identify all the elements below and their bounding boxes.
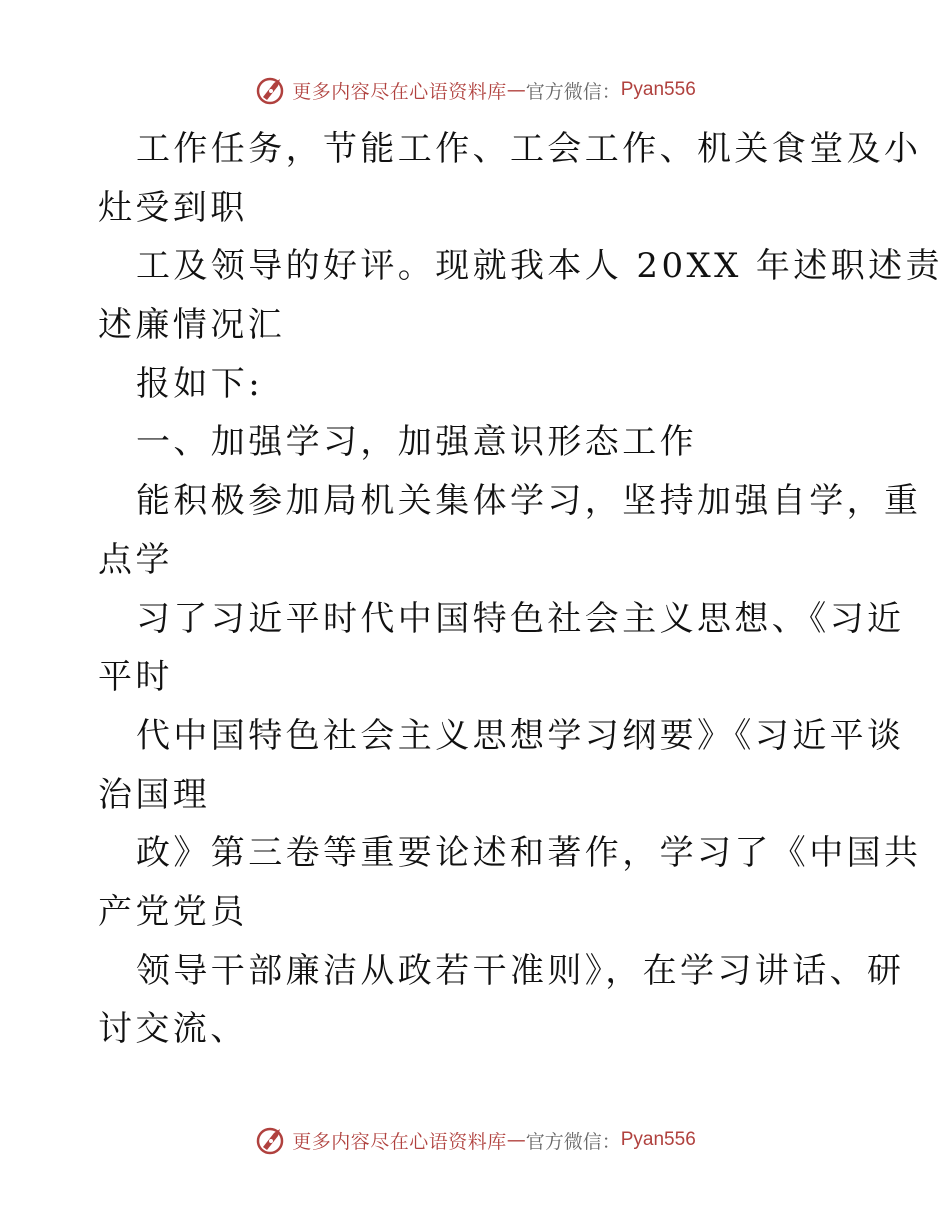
- text-line: 讨交流、: [98, 1009, 248, 1050]
- text-line: 工作任务，节能工作、工会工作、机关食堂及小: [136, 129, 922, 169]
- text-line: 政》第三卷等重要论述和著作，学习了《中国共: [136, 833, 922, 874]
- watermark-separator: —: [506, 79, 526, 101]
- text-line: 工及领导的好评。现就我本人 20XX 年述职述责: [136, 246, 943, 287]
- text-line: 一、加强学习，加强意识形态工作: [136, 422, 697, 463]
- text-line: 治国理: [98, 774, 211, 815]
- watermark-text: 更多内容尽在心语资料库: [292, 1130, 507, 1153]
- watermark-separator: —: [506, 1129, 526, 1151]
- watermark-label: 官方微信：: [525, 1130, 621, 1153]
- text-line: 平时: [98, 657, 173, 698]
- fountain-pen-logo-icon: [254, 1123, 288, 1157]
- text-line: 灶受到职: [98, 187, 248, 228]
- text-line: 报如下:: [136, 363, 264, 404]
- text-line: 领导干部廉洁从政若干准则》，在学习讲话、研: [136, 950, 905, 991]
- watermark-id: Pyan556: [620, 79, 696, 100]
- text-line: 产党党员: [98, 891, 248, 932]
- watermark-label: 官方微信：: [525, 80, 621, 103]
- text-line: 习了习近平时代中国特色社会主义思想、《习近: [136, 598, 905, 639]
- watermark-text: 更多内容尽在心语资料库: [292, 80, 507, 103]
- watermark-id: Pyan556: [620, 1129, 696, 1150]
- text-line: 点学: [98, 539, 173, 580]
- document-body: [98, 120, 943, 1059]
- text-line: 能积极参加局机关集体学习，坚持加强自学，重: [136, 481, 922, 522]
- text-line: 代中国特色社会主义思想学习纲要》《习近平谈: [136, 715, 905, 756]
- watermark-banner-top: [0, 70, 950, 110]
- fountain-pen-logo-icon: [254, 73, 288, 107]
- text-line: 述廉情况汇: [98, 305, 285, 346]
- watermark-banner-bottom: [0, 1120, 950, 1160]
